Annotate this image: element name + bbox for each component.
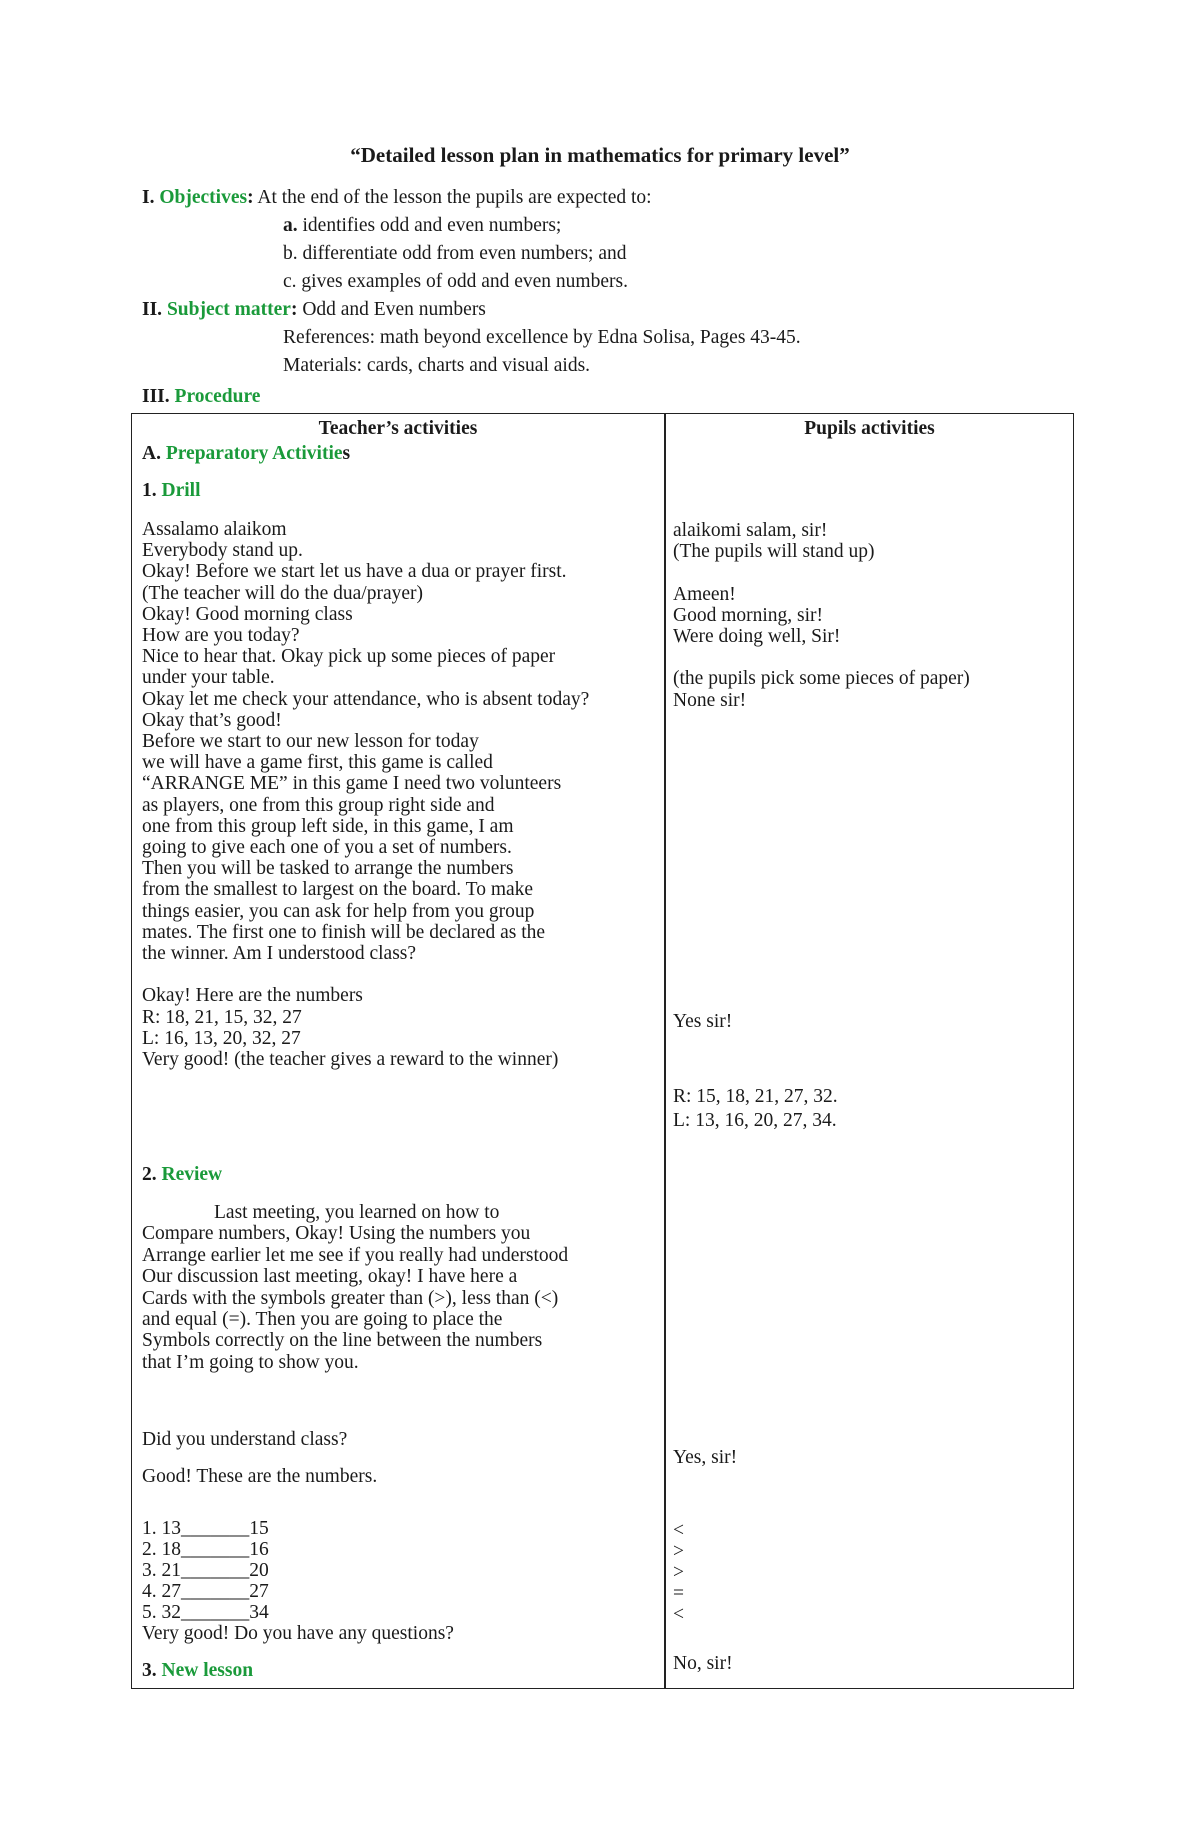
review-label: Review [161,1164,223,1185]
pupil-answer-r: R: 15, 18, 21, 27, 32. [673,1086,838,1107]
pupil-no: No, sir! [673,1653,733,1674]
teacher-review-line: and equal (=). Then you are going to place the [142,1309,503,1330]
subject-matter-value: Odd and Even numbers [297,299,486,320]
teacher-drill-line: we will have a game first, this game is called [142,752,493,774]
subject-matter-line [142,296,486,324]
teacher-understand: Did you understand class? [142,1429,348,1450]
teacher-item-line: 1. 13_______15 [142,1518,269,1539]
teacher-drill-line: Okay! Before we start let us have a dua or prayer first. [142,561,567,583]
teacher-good: Good! These are the numbers. [142,1466,378,1487]
review-num: 2. [142,1164,157,1185]
pupil-symbol: > [673,1541,684,1562]
objective-item-a [283,212,561,240]
new-lesson-label: New lesson [161,1660,254,1681]
section-preparatory [142,441,350,466]
teacher-drill-line: Before we start to our new lesson for today [142,731,479,752]
objective-letter-a: a. [283,215,298,236]
pupil-drill-line: (the pupils pick some pieces of paper) [673,668,970,690]
drill-num: 1. [142,480,157,501]
procedure-numeral: III. [142,386,170,407]
teacher-drill-line: Assalamo alaikom [142,519,287,540]
objective-item-c: c. gives examples of odd and even numbers. [283,271,628,292]
subject-matter-heading: Subject matter [166,299,291,320]
pupil-drill-line: Ameen! [673,583,736,605]
pupil-symbol: < [673,1604,684,1625]
section-a-heading: Preparatory Activitie [165,443,343,464]
procedure-table [131,413,1074,1689]
teacher-drill-line: Okay! Good morning class [142,603,353,625]
teacher-drill-line: Okay let me check your attendance, who is absent today? [142,688,590,710]
column-divider [664,414,666,1688]
objectives-intro: At the end of the lesson the pupils are expected to: [253,187,652,208]
procedure-heading: Procedure [174,386,261,407]
teacher-drill-line: under your table. [142,667,275,689]
pupil-symbol: > [673,1562,684,1583]
teacher-drill-line: Okay that’s good! [142,709,282,731]
objective-text-a: identifies odd and even numbers; [297,215,562,236]
drill-label: Drill [161,480,201,501]
new-lesson-num: 3. [142,1660,157,1681]
review-heading [142,1162,222,1187]
teacher-drill-line: going to give each one of you a set of numbers. [142,837,512,858]
pupil-drill-line: None sir! [673,689,747,711]
objective-item-b: b. differentiate odd from even numbers; and [283,243,627,264]
pupil-drill-line: alaikomi salam, sir! [673,520,828,541]
teacher-item-line: 3. 21_______20 [142,1560,269,1581]
pupil-yes-2: Yes, sir! [673,1447,738,1468]
subject-matter-colon: : [290,299,298,320]
teacher-drill-line: one from this group left side, in this game, I am [142,815,514,837]
teacher-drill-line: mates. The first one to finish will be declared as the [142,921,546,943]
teacher-item-line: 5. 32_______34 [142,1602,269,1623]
teacher-drill-line: the winner. Am I understood class? [142,943,417,964]
teacher-column-header: Teacher’s activities [318,418,478,439]
teacher-review-line: Our discussion last meeting, okay! I have here a [142,1266,518,1288]
teacher-drill-line: Everybody stand up. [142,540,303,562]
pupil-drill-line: Were doing well, Sir! [673,626,841,647]
drill-heading [142,478,201,503]
objectives-numeral: I. [142,187,155,208]
pupil-symbol: = [673,1583,684,1604]
pupil-yes-1: Yes sir! [673,1011,733,1032]
teacher-drill-line: Very good! (the teacher gives a reward to the winner) [142,1049,559,1070]
materials-line: Materials: cards, charts and visual aids. [283,355,591,376]
pupils-column-header: Pupils activities [804,418,935,439]
teacher-review-line: Arrange earlier let me see if you really had understood [142,1244,569,1266]
document-title: “Detailed lesson plan in mathematics for primary level” [350,143,850,167]
teacher-item-line: 2. 18_______16 [142,1539,269,1560]
section-a-tail: s [342,443,351,464]
pupil-answer-l: L: 13, 16, 20, 27, 34. [673,1110,837,1131]
teacher-drill-line: L: 16, 13, 20, 32, 27 [142,1027,301,1049]
procedure-line [142,383,260,411]
teacher-drill-line: from the smallest to largest on the board. To make [142,879,534,901]
pupil-symbol: < [673,1520,684,1541]
teacher-drill-line: (The teacher will do the dua/prayer) [142,582,423,604]
pupil-drill-line: (The pupils will stand up) [673,541,875,563]
teacher-drill-line: Then you will be tasked to arrange the numbers [142,858,514,880]
teacher-review-line: Compare numbers, Okay! Using the numbers you [142,1223,531,1245]
section-a-prefix: A. [142,443,161,464]
teacher-drill-line: as players, one from this group right side and [142,794,495,816]
teacher-item-line: 4. 27_______27 [142,1581,269,1602]
teacher-drill-line: How are you today? [142,625,300,646]
objectives-line [142,184,652,212]
teacher-drill-line: “ARRANGE ME” in this game I need two volunteers [142,773,562,795]
teacher-review-line: Symbols correctly on the line between the numbers [142,1330,543,1352]
teacher-drill-line: R: 18, 21, 15, 32, 27 [142,1006,302,1028]
teacher-review-line: Last meeting, you learned on how to [214,1202,500,1223]
teacher-drill-line: Nice to hear that. Okay pick up some pieces of paper [142,646,556,668]
teacher-review-line: Cards with the symbols greater than (>), less than (<) [142,1287,559,1309]
subject-matter-numeral: II. [142,299,163,320]
teacher-review-line: that I’m going to show you. [142,1351,359,1373]
new-lesson-heading [142,1658,253,1683]
teacher-questions: Very good! Do you have any questions? [142,1623,454,1644]
teacher-drill-line: Okay! Here are the numbers [142,985,363,1007]
pupil-drill-line: Good morning, sir! [673,604,824,626]
objectives-heading: Objectives [159,187,248,208]
objectives-colon: : [247,187,254,208]
teacher-drill-line: things easier, you can ask for help from you group [142,900,535,922]
references-line: References: math beyond excellence by Edna Solisa, Pages 43-45. [283,327,801,348]
